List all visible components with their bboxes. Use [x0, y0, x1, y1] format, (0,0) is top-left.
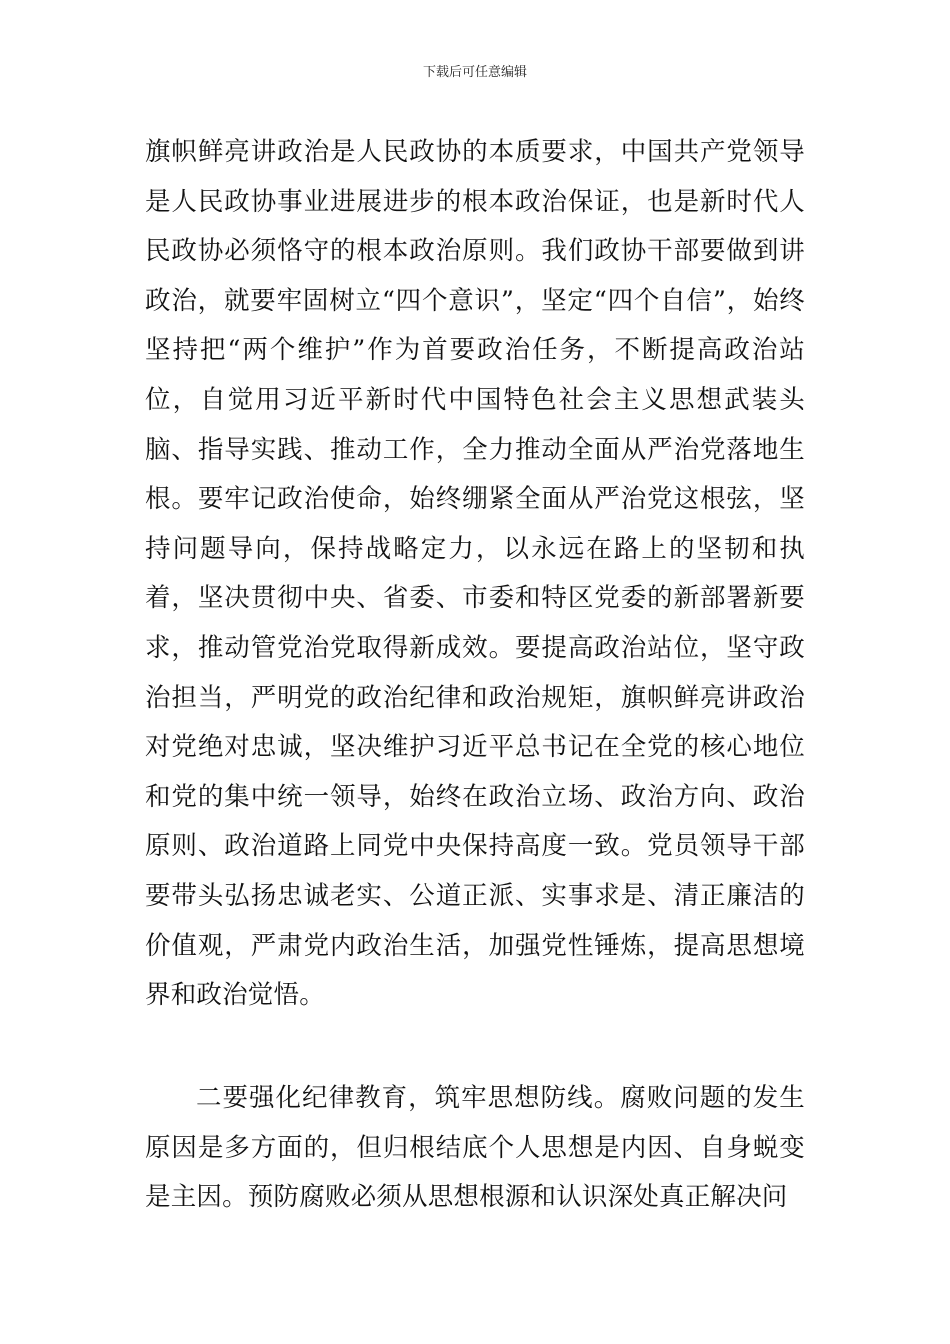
paragraph-2: 二要强化纪律教育，筑牢思想防线。腐败问题的发生原因是多方面的，但归根结底个人思想是内因、自身蜕变是主因。预防腐败必须从思想根源和认识深处真正解决问 [145, 1083, 805, 1213]
paragraph-1: 旗帜鲜亮讲政治是人民政协的本质要求，中国共产党领导是人民政协事业进展进步的根本政治保证，也是新时代人民政协必须恪守的根本政治原则。我们政协干部要做到讲政治，就要牢固树立“四个意识”，坚定“四个自信”，始终坚持把“两个维护”作为首要政治任务，不断提高政治站位，自觉用习近平新时代中国特色社会主义思想武装头脑、指导实践、推动工作，全力推动全面从严治党落地生根。要牢记政治使命，始终绷紧全面从严治党这根弦，坚持问题导向，保持战略定力，以永远在路上的坚韧和执着，坚决贯彻中央、省委、市委和特区党委的新部署新要求，推动管党治党取得新成效。要提高政治站位，坚守政治担当，严明党的政治纪律和政治规矩，旗帜鲜亮讲政治对党绝对忠诚，坚决维护习近平总书记在全党的核心地位和党的集中统一领导，始终在政治立场、政治方向、政治原则、政治道路上同党中央保持高度一致。党员领导干部要带头弘扬忠诚老实、公道正派、实事求是、清正廉洁的价值观，严肃党内政治生活，加强党性锤炼，提高思想境界和政治觉悟。 [145, 137, 805, 1011]
page-header-note: 下载后可任意编辑 [422, 65, 527, 80]
